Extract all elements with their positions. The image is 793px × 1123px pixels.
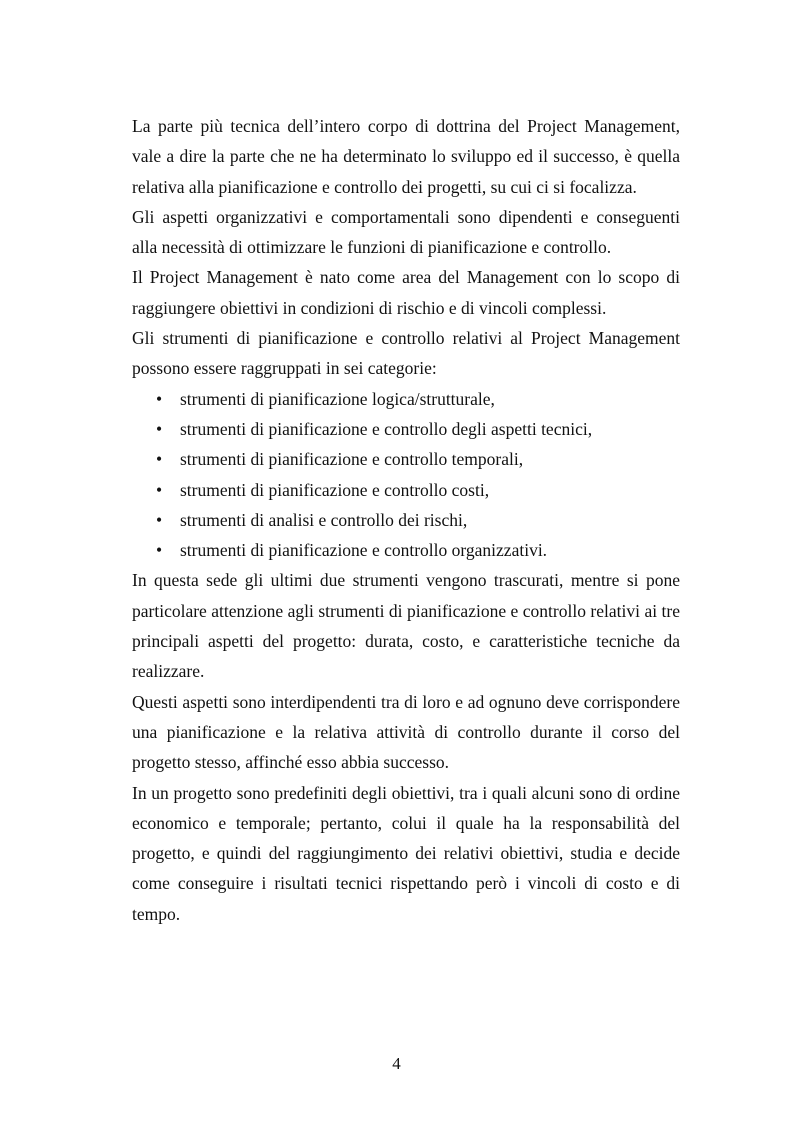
bullet-icon: • (156, 509, 163, 530)
paragraph-project-objectives: In un progetto sono predefiniti degli obiettivi, tra i quali alcuni sono di ordine economico e temporale; pertanto, colui il quale ha la responsabilità del progetto, e quindi del raggiungimento dei relativi obiettivi, studia e decide come conseguire i risultati tecnici rispettando però i vincoli di costo e di tempo. (132, 782, 680, 924)
bullet-icon: • (156, 418, 163, 439)
bullet-icon: • (156, 479, 163, 500)
paragraph-project-management-technical: La parte più tecnica dell’intero corpo di dottrina del Project Management, vale a dire la parte che ne ha determinato lo sviluppo ed il successo, è quella relativa alla pianificazione e controllo dei progetti, su cui ci si focalizza. (132, 116, 680, 197)
list-item-text: strumenti di pianificazione e controllo organizzativi. (180, 540, 548, 561)
list-item-text: strumenti di pianificazione e controllo costi, (180, 479, 490, 500)
page-number: 4 (392, 1054, 401, 1073)
body-text (132, 111, 680, 929)
bullet-icon: • (156, 540, 163, 561)
paragraph-focus-three-aspects: In questa sede gli ultimi due strumenti vengono trascurati, mentre si pone particolare attenzione agli strumenti di pianificazione e controllo relativi ai tre principali aspetti del progetto: durata, costo, e caratteristiche tecniche da realizzare. (132, 570, 680, 682)
list-item (132, 414, 680, 444)
paragraph-tools-categories: Gli strumenti di pianificazione e controllo relativi al Project Management possono essere raggruppati in sei categorie: (132, 328, 680, 379)
bullet-icon: • (156, 449, 163, 470)
list-item-text: strumenti di pianificazione e controllo temporali, (180, 449, 524, 470)
list-item (132, 444, 680, 474)
list-item-text: strumenti di pianificazione logica/strutturale, (180, 388, 495, 409)
list-item (132, 505, 680, 535)
bullet-icon: • (156, 388, 163, 409)
paragraph-organizational-aspects: Gli aspetti organizzativi e comportamentali sono dipendenti e conseguenti alla necessità di ottimizzare le funzioni di pianificazione e controllo. (132, 206, 680, 258)
list-item (132, 384, 680, 414)
list-item (132, 535, 680, 565)
list-item (132, 475, 680, 505)
list-item-text: strumenti di analisi e controllo dei rischi, (180, 509, 468, 530)
paragraph-project-management-origin: Il Project Management è nato come area del Management con lo scopo di raggiungere obiettivi in condizioni di rischio e di vincoli complessi. (132, 267, 680, 318)
tools-bullet-list (132, 384, 680, 566)
paragraph-interdependent-aspects: Questi aspetti sono interdipendenti tra di loro e ad ognuno deve corrispondere una pianificazione e la relativa attività di controllo durante il corso del progetto stesso, affinché esso abbia successo. (132, 691, 680, 773)
list-item-text: strumenti di pianificazione e controllo degli aspetti tecnici, (180, 418, 593, 439)
